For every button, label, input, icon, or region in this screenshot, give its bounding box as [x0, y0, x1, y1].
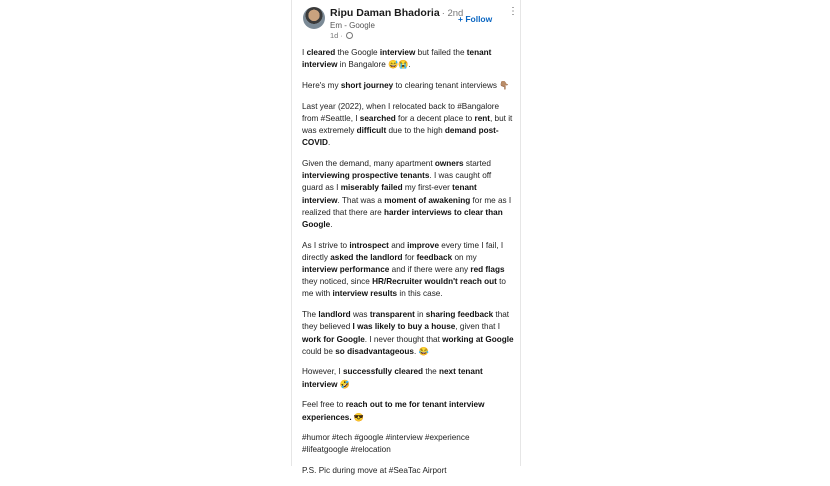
text-run: Given the demand, many apartment [302, 158, 435, 168]
author-name[interactable]: Ripu Daman Bhadoria [330, 7, 440, 19]
text-run: 😎 [351, 412, 365, 422]
post-meta [330, 31, 353, 40]
text-run: the [423, 367, 439, 377]
text-run: Last year (2022), when I relocated back to #Bangalore from #Seattle, I [302, 101, 500, 123]
bold-text: owners [434, 158, 464, 168]
text-run: the Google [335, 48, 380, 57]
text-run: to me with [302, 277, 506, 299]
text-run: #humor #tech #google #interview #experience #lifeatgoogle #relocation [302, 433, 470, 455]
text-run: to clearing tenant interviews 👇🏽 [393, 80, 510, 90]
bold-text: miserably failed [340, 183, 403, 193]
text-run: and [388, 240, 408, 250]
text-run: , given that I [455, 322, 500, 332]
text-run: in this case. [397, 289, 443, 299]
text-run: . [327, 138, 331, 148]
post-paragraph [302, 80, 514, 92]
bold-text: moment of awakening [384, 195, 471, 205]
bold-text: successfully cleared [342, 367, 424, 377]
text-run: Feel free to [302, 400, 346, 410]
text-run: . I was caught off guard as I [302, 171, 492, 193]
text-run: for [402, 252, 417, 262]
more-options-icon[interactable]: ⋮ [508, 6, 518, 17]
text-run: every time I fail, I directly [302, 240, 504, 262]
text-run: . 😂 [413, 346, 429, 356]
text-run: As I strive to [302, 240, 350, 250]
bold-text: landlord [318, 310, 351, 320]
text-run: and if there were any [389, 265, 471, 275]
text-run: P.S. Pic during move at #SeaTac Airport [302, 466, 447, 476]
post-body [302, 47, 514, 486]
author-avatar[interactable] [303, 7, 325, 29]
bold-text: interview performance [302, 265, 390, 275]
post-paragraph [302, 47, 514, 71]
text-run: could be [302, 346, 336, 356]
bold-text: sharing feedback [425, 310, 494, 320]
author-headline: Em - Google [330, 21, 375, 30]
text-run: . That was a [337, 195, 385, 205]
bold-text: short journey [340, 80, 394, 90]
bold-text: interview [379, 48, 416, 57]
bold-text: feedback [416, 252, 453, 262]
follow-button[interactable]: + Follow [458, 14, 493, 24]
globe-icon [346, 32, 353, 39]
bold-text: improve [407, 240, 439, 250]
post-paragraph [302, 158, 514, 231]
bold-text: so disadvantageous [335, 346, 414, 356]
text-run: , but it was extremely [302, 113, 513, 136]
text-run: I [302, 48, 307, 57]
bold-text: reach out to me for tenant interview experiences. [302, 400, 485, 422]
text-run: on my [452, 252, 477, 262]
text-run: for a decent place to [395, 113, 475, 123]
text-run: . I never thought that [364, 334, 443, 344]
bold-text: HR/Recruiter wouldn't reach out [372, 277, 497, 287]
bold-text: interviewing prospective tenants [302, 171, 430, 181]
text-run: The [302, 310, 319, 320]
bold-text: introspect [349, 240, 389, 250]
post-paragraph [302, 101, 514, 150]
text-run: due to the high [386, 126, 445, 136]
text-run: that they believed [302, 310, 510, 332]
linkedin-post-card [291, 0, 521, 476]
post-paragraph [302, 240, 514, 301]
text-run: started [463, 158, 491, 168]
text-run: Here's my [302, 80, 341, 90]
bold-text: work for Google [302, 334, 365, 344]
bold-text: rent [474, 113, 490, 123]
text-run: in Bangalore 😅😭. [337, 60, 411, 70]
post-paragraph [302, 309, 514, 358]
bold-text: demand post-COVID [302, 126, 499, 148]
post-paragraph [302, 366, 514, 390]
bold-text: harder interviews to clear than Google [302, 207, 503, 229]
bold-text: transparent [369, 310, 415, 320]
text-run: in [414, 310, 426, 320]
text-run: However, I [302, 367, 343, 377]
text-run: but failed the [415, 48, 467, 57]
bold-text: interview results [332, 289, 398, 299]
bold-text: next tenant interview [302, 367, 483, 389]
connection-degree: · 2nd [441, 8, 464, 19]
text-run: 🤣 [337, 379, 350, 389]
bold-text: cleared [306, 48, 336, 57]
text-run: for me as I realized that there are [302, 195, 512, 217]
post-paragraph [302, 465, 514, 477]
post-time: 1d · [330, 31, 343, 40]
text-run: was [350, 310, 370, 320]
text-run: my first-ever [402, 183, 453, 193]
bold-text: I was likely to buy a house [352, 322, 456, 332]
text-run: they noticed, since [302, 277, 373, 287]
bold-text: tenant interview [302, 48, 492, 70]
post-paragraph [302, 399, 514, 423]
author-name-row[interactable] [330, 7, 463, 19]
text-run: . [330, 219, 333, 229]
bold-text: asked the landlord [330, 252, 403, 262]
bold-text: tenant interview [302, 183, 477, 205]
bold-text: red flags [470, 265, 505, 275]
bold-text: difficult [356, 126, 387, 136]
bold-text: working at Google [442, 334, 514, 344]
bold-text: searched [359, 113, 396, 123]
post-hashtags[interactable] [302, 432, 514, 456]
